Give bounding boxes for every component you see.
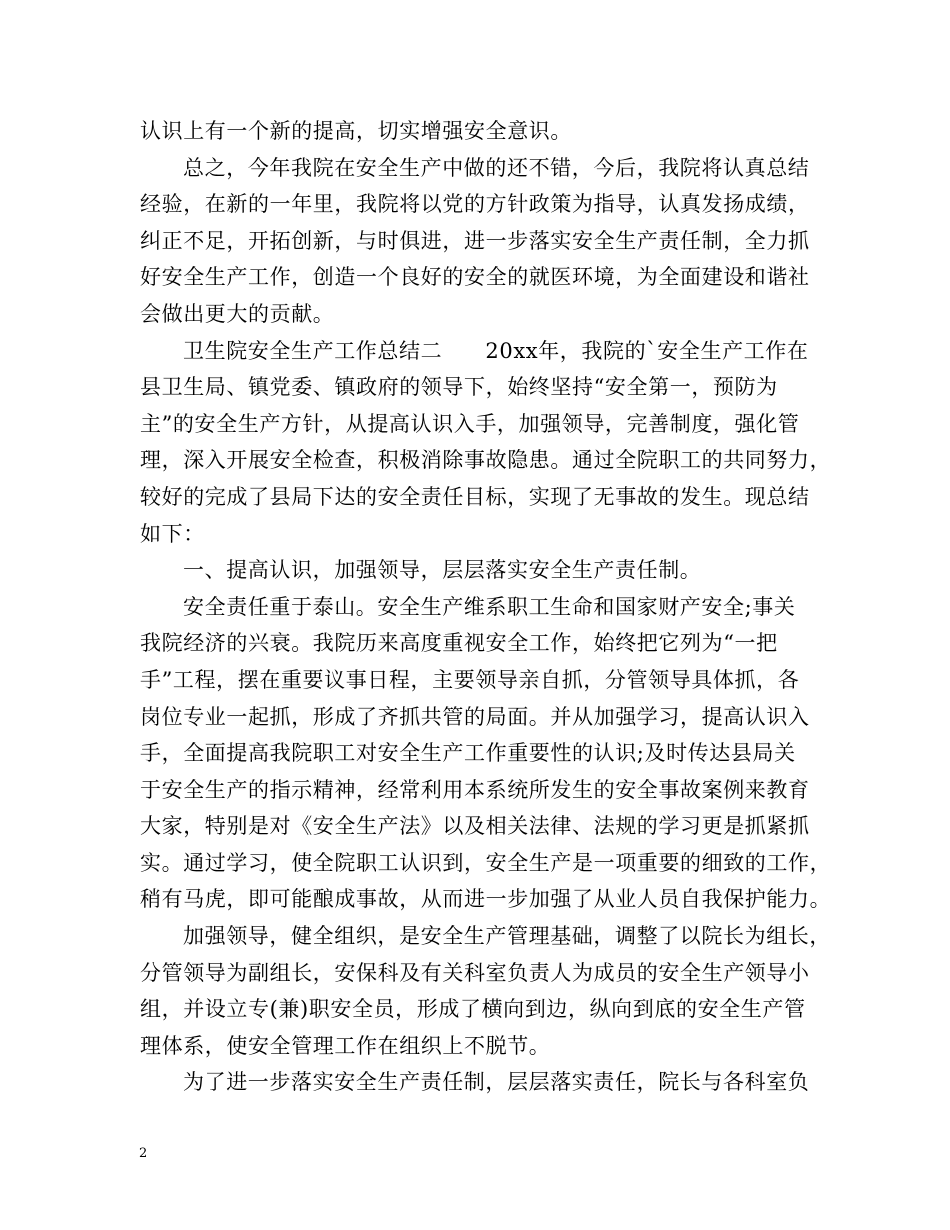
text-line: 岗位专业一起抓，形成了齐抓共管的局面。并从加强学习，提高认识入 xyxy=(140,704,810,729)
text-line: 纠正不足，开拓创新，与时俱进，进一步落实安全生产责任制，全力抓 xyxy=(140,228,810,253)
text-line: 经验，在新的一年里，我院将以党的方针政策为指导，认真发扬成绩， xyxy=(140,192,810,217)
text-line: 加强领导，健全组织，是安全生产管理基础，调整了以院长为组长， xyxy=(183,924,831,949)
text-line: 于安全生产的指示精神，经常利用本系统所发生的安全事故案例来教育 xyxy=(140,777,810,802)
text-line: 大家，特别是对《安全生产法》以及相关法律、法规的学习更是抓紧抓 xyxy=(140,814,810,839)
text-line: 如下： xyxy=(140,521,205,546)
text-line: 分管领导为副组长，安保科及有关科室负责人为成员的安全生产领导小 xyxy=(140,960,810,985)
text-line: 理，深入开展安全检查，积极消除事故隐患。通过全院职工的共同努力， xyxy=(140,448,832,473)
text-line: 会做出更大的贡献。 xyxy=(140,301,335,326)
text-line: 手，全面提高我院职工对安全生产工作重要性的认识;及时传达县局关 xyxy=(140,741,796,766)
section-heading: 一、提高认识，加强领导，层层落实安全生产责任制。 xyxy=(183,558,702,583)
body-text xyxy=(140,113,832,1101)
text-line: 卫生院安全生产工作总结二 20xx年，我院的`安全生产工作在 xyxy=(183,338,809,363)
text-line: 安全责任重于泰山。安全生产维系职工生命和国家财产安全;事关 xyxy=(183,594,796,619)
text-line: 好安全生产工作，创造一个良好的安全的就医环境，为全面建设和谐社 xyxy=(140,265,810,290)
text-line: 主”的安全生产方针，从提高认识入手，加强领导，完善制度，强化管 xyxy=(140,411,800,436)
page-number: 2 xyxy=(139,1146,148,1161)
text-line: 县卫生局、镇党委、镇政府的领导下，始终坚持“安全第一，预防为 xyxy=(140,375,778,400)
text-line: 认识上有一个新的提高，切实增强安全意识。 xyxy=(140,119,572,143)
text-line: 我院经济的兴衰。我院历来高度重视安全工作，始终把它列为“一把 xyxy=(140,631,778,656)
text-line: 为了进一步落实安全生产责任制，层层落实责任，院长与各科室负 xyxy=(183,1070,810,1095)
text-line: 组，并设立专(兼)职安全员，形成了横向到边，纵向到底的安全生产管 xyxy=(140,997,806,1022)
text-line: 理体系，使安全管理工作在组织上不脱节。 xyxy=(140,1033,551,1058)
text-line: 稍有马虎，即可能酿成事故，从而进一步加强了从业人员自我保护能力。 xyxy=(140,887,832,912)
text-line: 手”工程，摆在重要议事日程，主要领导亲自抓，分管领导具体抓，各 xyxy=(140,667,800,692)
text-line: 较好的完成了县局下达的安全责任目标，实现了无事故的发生。现总结 xyxy=(140,484,810,509)
text-line: 实。通过学习，使全院职工认识到，安全生产是一项重要的细致的工作， xyxy=(140,850,832,875)
text-line: 总之，今年我院在安全生产中做的还不错，今后，我院将认真总结 xyxy=(183,155,810,180)
